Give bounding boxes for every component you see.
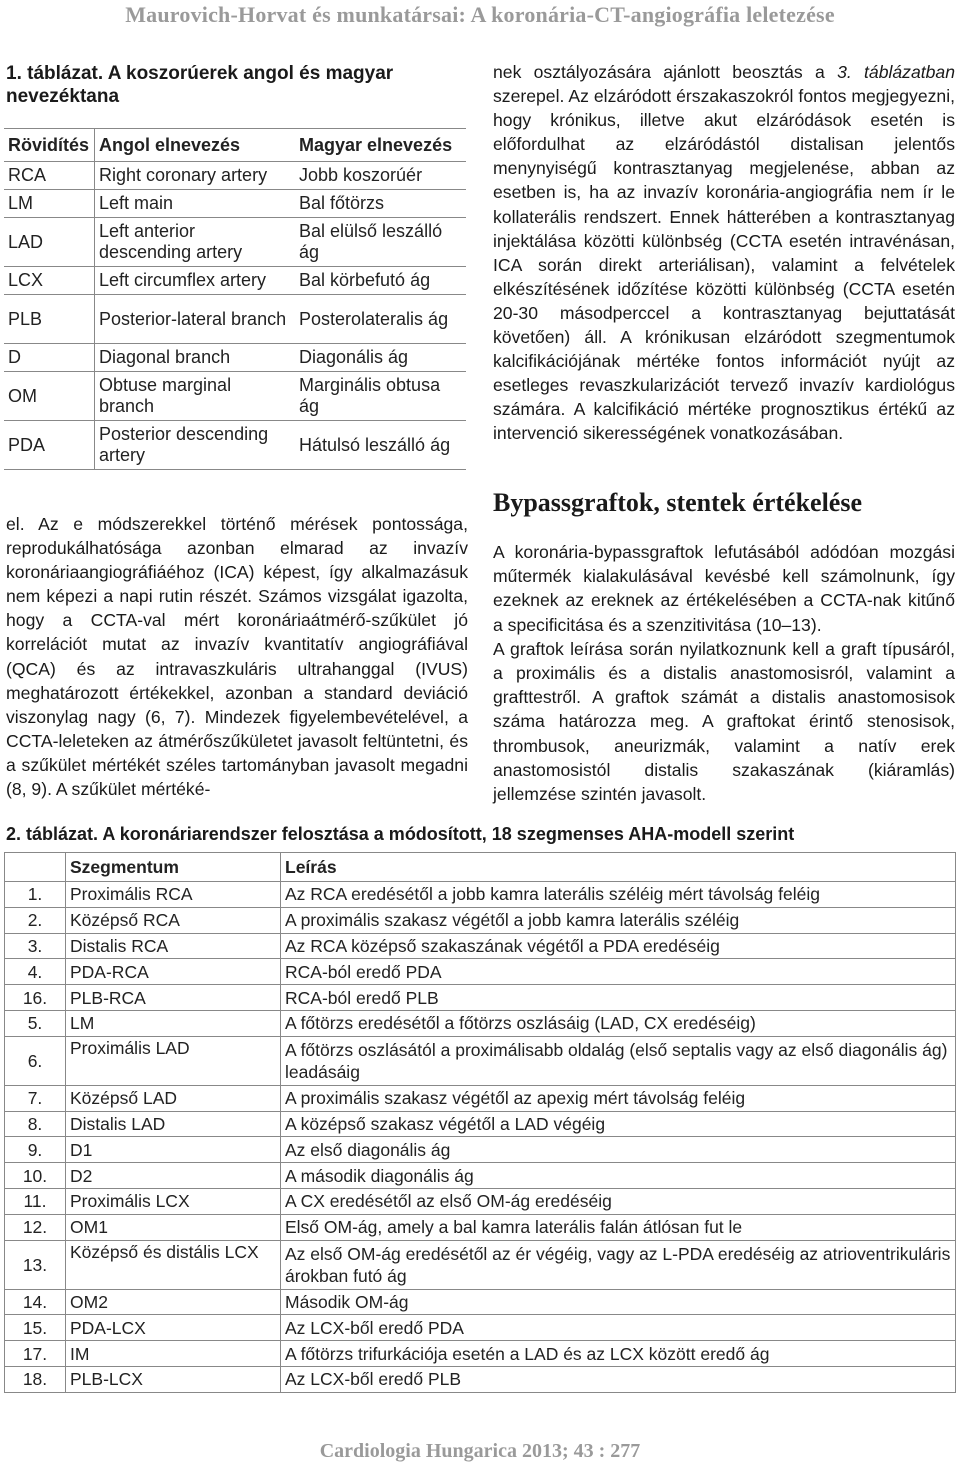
left-column-paragraph: el. Az e módszerekkel történő mérések pontossága, reprodukálhatósága azonban elmarad az invazív koronáriaangiográfiáéhoz (ICA) képest, így alkalmazásuk nem képezi a napi rutin részét. Számos vizsgálat igazolta, hogy a CCTA-val mért koronáriaátmérő-szűkület jó korrelációt mutat az invazív kvantitatív angiográfiával (QCA) és az intravaszkuláris ultrahanggal (IVUS) meghatározott értékekkel, azonban a standard deviáció viszonylag nagy (6, 7). Mindezek figyelembevételével, a CCTA-leleteken az átmérőszűkületet javasolt feltüntetni, és a szűkület mértékét széles tartományban javasolt megadni (8, 9). A szűkület mértéké- [6,514,468,800]
abbreviation-cell: PDA [4,421,95,470]
segment-number: 13. [5,1240,66,1289]
segment-name: OM2 [66,1289,281,1315]
segment-number: 7. [5,1085,66,1111]
paragraph-text: nek osztályozására ajánlott beosztás a [493,62,838,82]
segment-number: 5. [5,1010,66,1036]
table-row [5,1111,956,1137]
segment-name: Distalis LAD [66,1111,281,1137]
table-header-row [4,129,466,162]
segment-description: RCA-ból eredő PLB [281,985,956,1011]
table-row [5,1289,956,1315]
section-paragraph: A graftok leírása során nyilatkoznunk kell a graft típusáról, a proximális és a distalis anastomosisról, valamint a grafttestről. A graftok számát a distalis anastomosisok száma határozza meg. A graftokat érintő stenosisok, thrombusok, aneurizmák, valamint a natív erek anastomosistól distalis szakaszának (kiáramlás) jellemzése szintén javasolt. [493,638,955,805]
segment-name: Proximális LAD [66,1036,281,1085]
segment-number: 15. [5,1315,66,1341]
segment-number: 6. [5,1036,66,1085]
abbreviation-cell: LAD [4,218,95,267]
hungarian-name-cell: Posterolateralis ág [295,295,466,344]
table-row [5,1315,956,1341]
column-header [5,853,66,882]
abbreviation-cell: LM [4,190,95,218]
segment-name: IM [66,1341,281,1367]
segment-name: PDA-RCA [66,959,281,985]
column-header: Magyar elnevezés [295,129,466,162]
english-name-cell: Posterior descending artery [95,421,296,470]
segment-description: Az első diagonális ág [281,1137,956,1163]
segment-number: 12. [5,1214,66,1240]
english-name-cell: Left main [95,190,296,218]
segment-description: Második OM-ág [281,1289,956,1315]
right-column-paragraph [493,60,955,446]
table-row [5,1036,956,1085]
hungarian-name-cell: Jobb koszorúér [295,162,466,190]
table-row [4,267,466,295]
table-row [5,985,956,1011]
table-row [5,1341,956,1367]
hungarian-name-cell: Hátulsó leszálló ág [295,421,466,470]
segment-description: A proximális szakasz végétől az apexig mért távolság feléig [281,1085,956,1111]
segment-description: Az LCX-ből eredő PLB [281,1366,956,1392]
table-row [4,162,466,190]
journal-footer: Cardiologia Hungarica 2013; 43 : 277 [319,1440,641,1462]
abbreviation-cell: D [4,344,95,372]
segment-name: LM [66,1010,281,1036]
table-row [5,907,956,933]
segment-name: PLB-LCX [66,1366,281,1392]
segment-name: Középső RCA [66,907,281,933]
table-reference: 3. táblázatban [837,62,955,82]
column-header: Angol elnevezés [95,129,296,162]
segment-description: Az első OM-ág eredésétől az ér végéig, vagy az L-PDA eredéséig az atrioventrikuláris árokban futó ág [281,1240,956,1289]
table-row [5,959,956,985]
segment-number: 18. [5,1366,66,1392]
table-row [5,1085,956,1111]
segment-number: 17. [5,1341,66,1367]
abbreviation-cell: RCA [4,162,95,190]
hungarian-name-cell: Bal körbefutó ág [295,267,466,295]
segment-description: A főtörzs trifurkációja esetén a LAD és az LCX között eredő ág [281,1341,956,1367]
table-row [5,1137,956,1163]
segment-description: Az RCA eredésétől a jobb kamra laterális széléig mért távolság feléig [281,882,956,908]
table-row [5,1240,956,1289]
segment-number: 10. [5,1163,66,1189]
english-name-cell: Diagonal branch [95,344,296,372]
table-header-row [5,853,956,882]
segment-number: 4. [5,959,66,985]
segment-name: Középső és distális LCX [66,1240,281,1289]
hungarian-name-cell: Bal főtörzs [295,190,466,218]
segment-description: A proximális szakasz végétől a jobb kamra laterális széléig [281,907,956,933]
table-row [5,1010,956,1036]
hungarian-name-cell: Diagonális ág [295,344,466,372]
segment-description: RCA-ból eredő PDA [281,959,956,985]
abbreviation-cell: PLB [4,295,95,344]
table-row [5,882,956,908]
table-row [5,933,956,959]
paragraph-text: szerepel. Az elzáródott érszakaszokról fontos megjegyezni, hogy krónikus, illetve akut elzáródások esetén is előfordulhat az elzáródástól distalisan jelentős menynyiségű kontrasztanyag megjelenése, abban az esetben is, ha az invazív koronária-angiográfia nem ír le kollaterális rendszert. Ennek hátterében a kontrasztanyag injektálása közötti különbség (CCTA esetén intravénásan, ICA során direkt arteriálisan), valamint a felvételek elkészítésének időzítése közötti különbség (CCTA esetén 20-30 másodperccel a kontrasztanyag bejuttatását követően) áll. A krónikusan elzáródott szegmentumok kalcifikációjának mértéke fontos információt nyújt az esetleges revaszkularizációt tervező invazív kardiológus számára. A kalcifikáció mértéke prognosztikus értékű az intervenció sikerességének vonatkozásában. [493,86,955,444]
segment-number: 2. [5,907,66,933]
running-header: Maurovich-Horvat és munkatársai: A koronária-CT-angiográfia leletezése [125,2,835,27]
segment-number: 16. [5,985,66,1011]
segment-number: 3. [5,933,66,959]
table-row [5,1214,956,1240]
segment-number: 1. [5,882,66,908]
segment-name: PLB-RCA [66,985,281,1011]
section-body [493,540,955,806]
column-header: Leírás [281,853,956,882]
segment-description: A főtörzs oszlásától a proximálisabb oldalág (első septalis vagy az első diagonális ág) leadásáig [281,1036,956,1085]
english-name-cell: Obtuse marginal branch [95,372,296,421]
segment-name: Középső LAD [66,1085,281,1111]
nomenclature-table [4,128,466,470]
abbreviation-cell: LCX [4,267,95,295]
hungarian-name-cell: Marginális obtusa ág [295,372,466,421]
segment-number: 8. [5,1111,66,1137]
english-name-cell: Posterior-lateral branch [95,295,296,344]
segment-description: A középső szakasz végétől a LAD végéig [281,1111,956,1137]
table-row [5,1366,956,1392]
table-row [4,295,466,344]
segment-name: Proximális RCA [66,882,281,908]
segment-name: Proximális LCX [66,1188,281,1214]
segment-name: D2 [66,1163,281,1189]
segment-name: Distalis RCA [66,933,281,959]
segment-name: OM1 [66,1214,281,1240]
table-row [5,1163,956,1189]
segment-description: A második diagonális ág [281,1163,956,1189]
table-row [4,372,466,421]
english-name-cell: Left circumflex artery [95,267,296,295]
segment-description: Az RCA középső szakaszának végétől a PDA eredéséig [281,933,956,959]
table-row [4,190,466,218]
segment-description: Az LCX-ből eredő PDA [281,1315,956,1341]
segment-number: 11. [5,1188,66,1214]
table1-caption: 1. táblázat. A koszorúerek angol és magyar nevezéktana [6,63,394,107]
section-heading: Bypassgraftok, stentek értékelése [493,488,862,517]
segment-number: 9. [5,1137,66,1163]
table-row [4,421,466,470]
english-name-cell: Right coronary artery [95,162,296,190]
abbreviation-cell: OM [4,372,95,421]
section-paragraph: A koronária-bypassgraftok lefutásából adódóan mozgási műtermék kialakulásával kevésbé kell számolnunk, így ezeknek az ereknek az értékelésében a CCTA-nak kitűnő a specificitása és a szenzitivitása (10–13). [493,542,955,635]
segment-description: Első OM-ág, amely a bal kamra laterális falán átlósan fut le [281,1214,956,1240]
hungarian-name-cell: Bal elülső leszálló ág [295,218,466,267]
segment-description: A CX eredésétől az első OM-ág eredéséig [281,1188,956,1214]
table-row [5,1188,956,1214]
table2-caption: 2. táblázat. A koronáriarendszer felosztása a módosított, 18 szegmenses AHA-modell szerint [6,824,795,844]
column-header: Rövidítés [4,129,95,162]
table-row [4,218,466,267]
table-row [4,344,466,372]
segment-name: PDA-LCX [66,1315,281,1341]
segment-number: 14. [5,1289,66,1315]
english-name-cell: Left anterior descending artery [95,218,296,267]
segment-table [4,852,956,1393]
segment-description: A főtörzs eredésétől a főtörzs oszlásáig (LAD, CX eredéséig) [281,1010,956,1036]
segment-name: D1 [66,1137,281,1163]
column-header: Szegmentum [66,853,281,882]
